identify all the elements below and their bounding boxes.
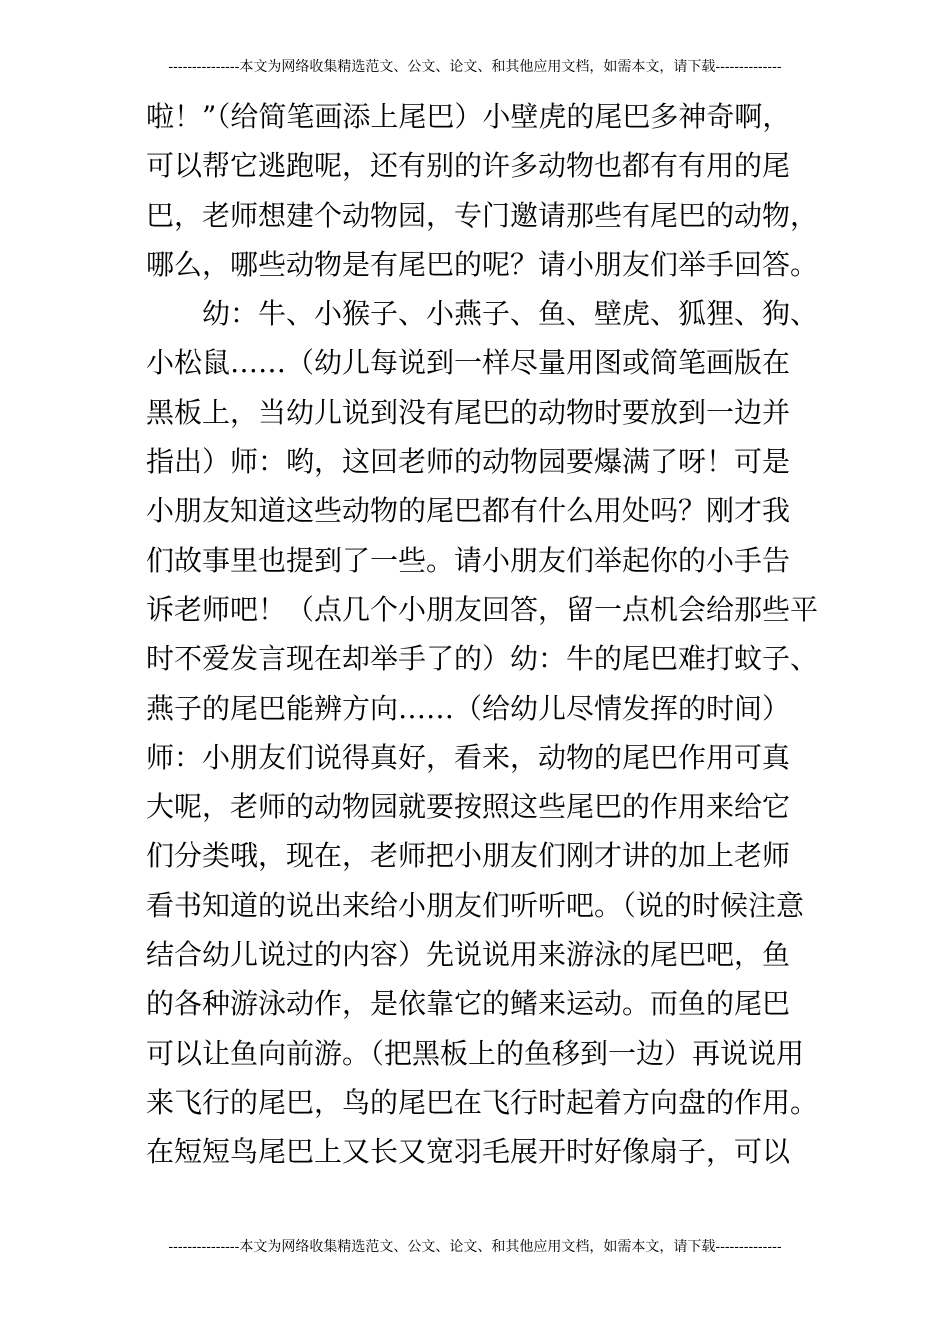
text-line: 小朋友知道这些动物的尾巴都有什么用处吗？刚才我 bbox=[146, 494, 791, 528]
text-line: 的各种游泳动作，是依靠它的鳍来运动。而鱼的尾巴 bbox=[146, 987, 791, 1021]
text-line: 燕子的尾巴能辨方向……（给幼儿尽情发挥的时间） bbox=[146, 691, 791, 725]
page-header: ---------------本文为网络收集精选范文、公文、论文、和其他应用文档，如需本文，请下载-------------- bbox=[168, 59, 782, 75]
text-line: 可以让鱼向前游。（把黑板上的鱼移到一边）再说说用 bbox=[146, 1036, 805, 1070]
text-line: 结合幼儿说过的内容）先说说用来游泳的尾巴吧，鱼 bbox=[146, 938, 791, 972]
text-line: 诉老师吧！（点几个小朋友回答，留一点机会给那些平 bbox=[146, 592, 819, 626]
body-text bbox=[146, 92, 819, 1177]
text-line: 们分类哦，现在，老师把小朋友们刚才讲的加上老师 bbox=[146, 839, 791, 873]
page-footer: ---------------本文为网络收集精选范文、公文、论文、和其他应用文档，如需本文，请下载-------------- bbox=[168, 1239, 782, 1255]
text-line: 在短短鸟尾巴上又长又宽羽毛展开时好像扇子，可以 bbox=[146, 1135, 791, 1169]
text-line: 幼：牛、小猴子、小燕子、鱼、壁虎、狐狸、狗、 bbox=[146, 297, 819, 331]
text-line: 来飞行的尾巴，鸟的尾巴在飞行时起着方向盘的作用。 bbox=[146, 1085, 819, 1119]
text-line: 黑板上，当幼儿说到没有尾巴的动物时要放到一边并 bbox=[146, 395, 791, 429]
text-line: 小松鼠……（幼儿每说到一样尽量用图或简笔画版在 bbox=[146, 346, 791, 380]
text-line: 啦！”（给简笔画添上尾巴）小壁虎的尾巴多神奇啊， bbox=[146, 100, 791, 133]
text-line: 们故事里也提到了一些。请小朋友们举起你的小手告 bbox=[146, 543, 791, 577]
text-line: 可以帮它逃跑呢，还有别的许多动物也都有有用的尾 bbox=[146, 149, 791, 183]
text-line: 时不爱发言现在却举手了的）幼：牛的尾巴难打蚊子、 bbox=[146, 642, 819, 676]
text-line: 大呢，老师的动物园就要按照这些尾巴的作用来给它 bbox=[146, 790, 791, 824]
text-line: 哪么，哪些动物是有尾巴的呢？请小朋友们举手回答。 bbox=[146, 247, 819, 281]
text-line: 师：小朋友们说得真好，看来，动物的尾巴作用可真 bbox=[146, 740, 791, 774]
text-line: 巴，老师想建个动物园，专门邀请那些有尾巴的动物， bbox=[146, 198, 819, 232]
text-line: 看书知道的说出来给小朋友们听听吧。（说的时候注意 bbox=[146, 888, 805, 922]
text-line: 指出）师：哟，这回老师的动物园要爆满了呀！可是 bbox=[146, 445, 791, 479]
